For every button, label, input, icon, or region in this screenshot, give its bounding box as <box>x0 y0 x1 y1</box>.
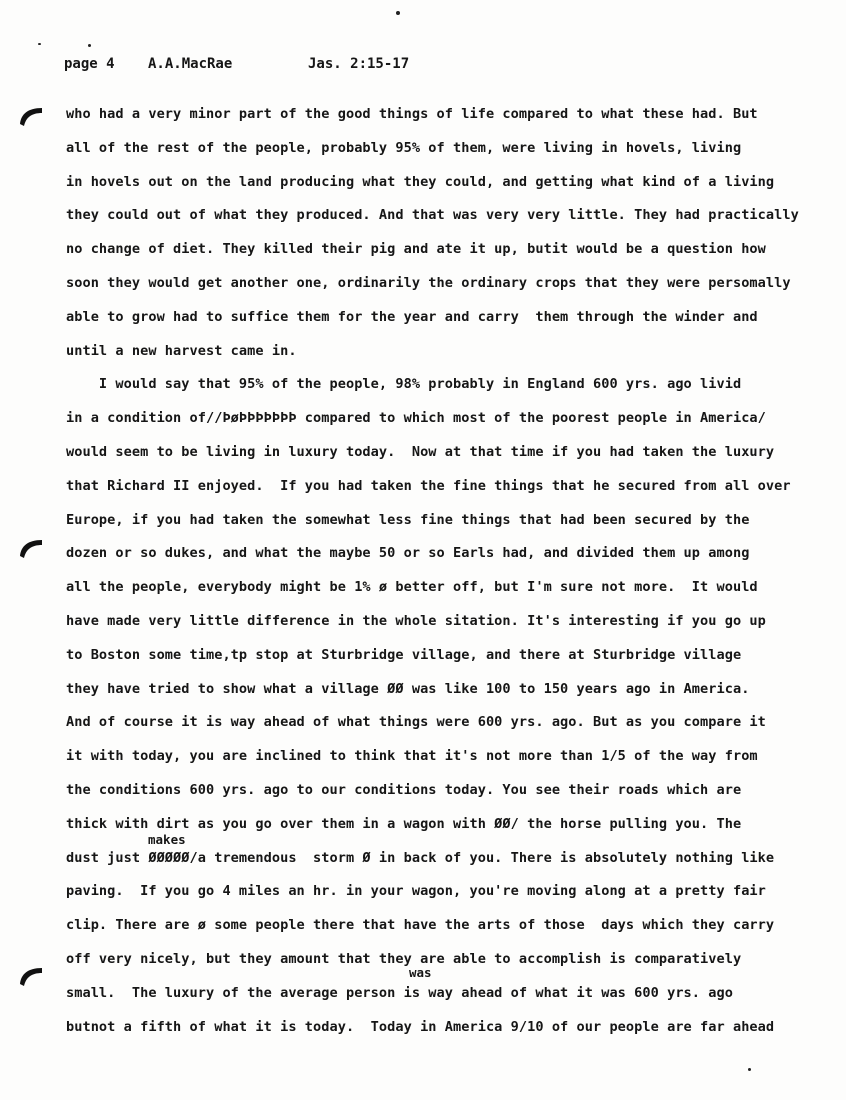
interlinear-insertion: was <box>409 965 432 980</box>
text-line: in a condition of//ÞøÞÞÞÞÞÞÞ compared to which most of the poorest people in America/ <box>66 410 766 427</box>
text-line: all of the rest of the people, probably 95% of them, were living in hovels, living <box>66 139 742 156</box>
paper-speck <box>88 44 91 47</box>
text-line: Europe, if you had taken the somewhat less fine things that had been secured by the <box>66 511 750 528</box>
text-line: in hovels out on the land producing what they could, and getting what kind of a living <box>66 173 775 190</box>
text-line: it with today, you are inclined to think that it's not more than 1/5 of the way from <box>66 748 758 765</box>
text-line: would seem to be living in luxury today. Now at that time if you had taken the luxury <box>66 444 775 460</box>
paper-speck <box>396 11 400 15</box>
text-line: until a new harvest came in. <box>66 342 297 359</box>
text-line: dust just ØØØØØ/a tremendous storm Ø in back of you. There is absolutely nothing like <box>66 849 775 866</box>
interlinear-insertion: makes <box>148 832 186 847</box>
text-line: thick with dirt as you go over them in a wagon with ØØ/ the horse pulling you. The <box>66 815 742 832</box>
punch-hole-mark <box>18 104 44 130</box>
text-line: all the people, everybody might be 1% ø better off, but I'm sure not more. It would <box>66 579 758 596</box>
text-line: who had a very minor part of the good things of life compared to what these had. But <box>66 106 758 122</box>
text-line: I would say that 95% of the people, 98% probably in England 600 yrs. ago livid <box>66 376 742 393</box>
text-line: butnot a fifth of what it is today. Today in America 9/10 of our people are far ahead <box>66 1018 775 1035</box>
punch-hole-mark <box>18 536 44 562</box>
text-line: that Richard II enjoyed. If you had taken the fine things that he secured from all over <box>66 477 791 494</box>
scripture-reference: Jas. 2:15-17 <box>308 56 410 72</box>
text-line: able to grow had to suffice them for the year and carry them through the winder and <box>66 308 758 325</box>
text-line: have made very little difference in the whole sitation. It's interesting if you go up <box>66 613 766 629</box>
text-line: they could out of what they produced. And that was very very little. They had practically <box>66 207 799 224</box>
author-name: A.A.MacRae <box>148 56 233 72</box>
text-line: the conditions 600 yrs. ago to our conditions today. You see their roads which are <box>66 782 742 798</box>
paper-speck <box>748 1068 751 1071</box>
text-line: paving. If you go 4 miles an hr. in your wagon, you're moving along at a pretty fair <box>66 883 766 900</box>
page-number: page 4 <box>64 56 115 72</box>
text-line: off very nicely, but they amount that they are able to accomplish is comparatively <box>66 951 742 967</box>
text-line: soon they would get another one, ordinarily the ordinary crops that they were persomally <box>66 275 791 291</box>
text-line: And of course it is way ahead of what things were 600 yrs. ago. But as you compare it <box>66 714 766 731</box>
text-line: they have tried to show what a village ØØ was like 100 to 150 years ago in America. <box>66 680 750 697</box>
text-line: clip. There are ø some people there that have the arts of those days which they carry <box>66 917 775 934</box>
text-line: dozen or so dukes, and what the maybe 50 or so Earls had, and divided them up among <box>66 545 750 562</box>
text-line: no change of diet. They killed their pig and ate it up, butit would be a question how <box>66 241 766 258</box>
paper-speck <box>38 43 41 45</box>
text-line: small. The luxury of the average person is way ahead of what it was 600 yrs. ago <box>66 984 733 1001</box>
text-line: to Boston some time,tp stop at Sturbridge village, and there at Sturbridge village <box>66 646 742 663</box>
punch-hole-mark <box>18 964 44 990</box>
